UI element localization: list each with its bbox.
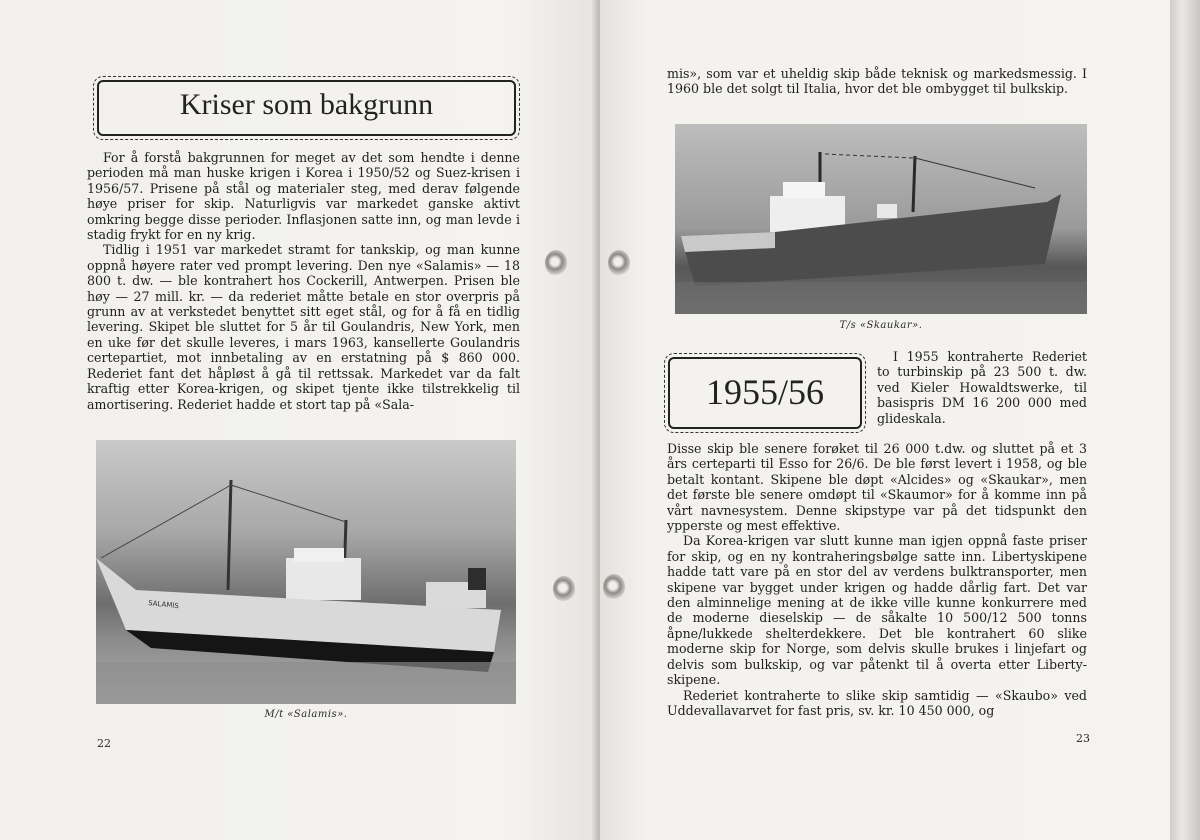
section-intro-text: [877, 349, 1087, 426]
heading-ornament-box: [97, 80, 516, 136]
ship-skaukar-photo: [675, 124, 1087, 314]
punch-hole-left-lower: [553, 576, 575, 602]
section-intro-paragraph: I 1955 kontraherte Rederiet to turbinskip på 23 500 t. dw. ved Kieler Howaldtswerke, til basispris DM 16 200 000 med glideskala.: [877, 349, 1087, 426]
left-paragraph-1: For å forstå bakgrunnen for meget av det som hendte i denne perioden må man huske krigen i Korea i 1950/52 og Suez-krisen i 1956/57. Prisene på stål og materialer steg, med derav følgende høye priser for skip. Naturligvis var markedet ganske aktivt omkring begge disse perioder. Inflasjonen satte inn, og man levde i stadig frykt for en ny krig.: [87, 150, 520, 243]
punch-hole-left-upper: [545, 250, 567, 276]
right-intro-paragraph: mis», som var et uheldig skip både teknisk og markedsmessig. I 1960 ble det solgt til Italia, hvor det ble ombygget til bulkskip.: [667, 66, 1087, 97]
salamis-ship-drawing: [96, 440, 516, 704]
right-paragraph-3: Rederiet kontraherte to slike skip samtidig — «Skaubo» ved Uddevallavarvet for fast pris, sv. kr. 10 450 000, og: [667, 687, 1087, 718]
skaukar-caption: T/s «Skaukar».: [839, 320, 923, 331]
right-paragraph-2: Da Korea-krigen var slutt kunne man igjen oppnå faste priser for skip, og en ny kontraheringsbølge satte inn. Libertyskipene hadde tatt vare på en stor del av verdens bulktransporter, men skipene var bygget under krigen og hadde dårlig fart. Det var den alminnelige mening at de ikke ville kunne konkurrere med de moderne dieselskip — de såkalte 10 500/12 500 tonns åpne/lukkede shelterdekkere. Det ble kontrahert 60 slike moderne skip for Norge, som delvis skulle brukes i linjefart og delvis som bulkskip, og var påtenkt til å overta etter Liberty-skipene.: [667, 533, 1087, 688]
year-heading: 1955/56: [705, 372, 824, 412]
page-heading: Kriser som bakgrunn: [179, 88, 434, 121]
right-page: [600, 0, 1170, 840]
salamis-hull-name: SALAMIS: [147, 599, 180, 611]
left-paragraph-2: Tidlig i 1951 var markedet stramt for tankskip, og man kunne oppnå høyere rater ved prompt levering. Den nye «Salamis» — 18 800 t. dw. — ble kontrahert hos Cockerill, Antwerpen. Prisen ble høy — 27 mill. kr. — da rederiet måtte betale en stor overpris på grunn av at verkstedet benyttet sitt eget stål, og for å få en tidlig levering. Skipet ble sluttet for 5 år til Goulandris, New York, men en uke før det skulle leveres, i mars 1963, kansellerte Goulandris certepartiet, mot innbetaling av en erstatning på $ 860 000. Rederiet fant det håpløst å gå til rettssak. Markedet var da falt kraftig etter Korea-krigen, og skipet tjente ikke tilstrekkelig til amortisering. Rederiet hadde et stort tap på «Sala-: [87, 242, 520, 412]
ship-salamis-photo: [96, 440, 516, 704]
year-heading-ornament-box: [668, 357, 862, 429]
right-paragraph-1: Disse skip ble senere forøket til 26 000 t.dw. og sluttet på et 3 års certeparti til Esso for 26/6. De ble først levert i 1958, og ble betalt kontant. Skipene ble døpt «Alcides» og «Skaukar», men det første ble senere omdøpt til «Skaumor» for å komme inn på vårt navnesystem. Denne skipstype var på det tidspunkt den ypperste og mest effektive.: [667, 441, 1087, 534]
right-page-edge: [1170, 0, 1200, 840]
right-intro-text: [667, 66, 1087, 97]
page-number-left: 22: [97, 737, 111, 750]
salamis-caption: M/t «Salamis».: [264, 709, 348, 720]
left-page: [0, 0, 597, 840]
left-body-text: [87, 150, 520, 412]
right-body-text: [667, 441, 1087, 718]
punch-hole-right-upper: [608, 250, 630, 276]
skaukar-ship-drawing: [675, 124, 1087, 314]
punch-hole-right-lower: [603, 574, 625, 600]
page-number-right: 23: [1076, 732, 1090, 745]
